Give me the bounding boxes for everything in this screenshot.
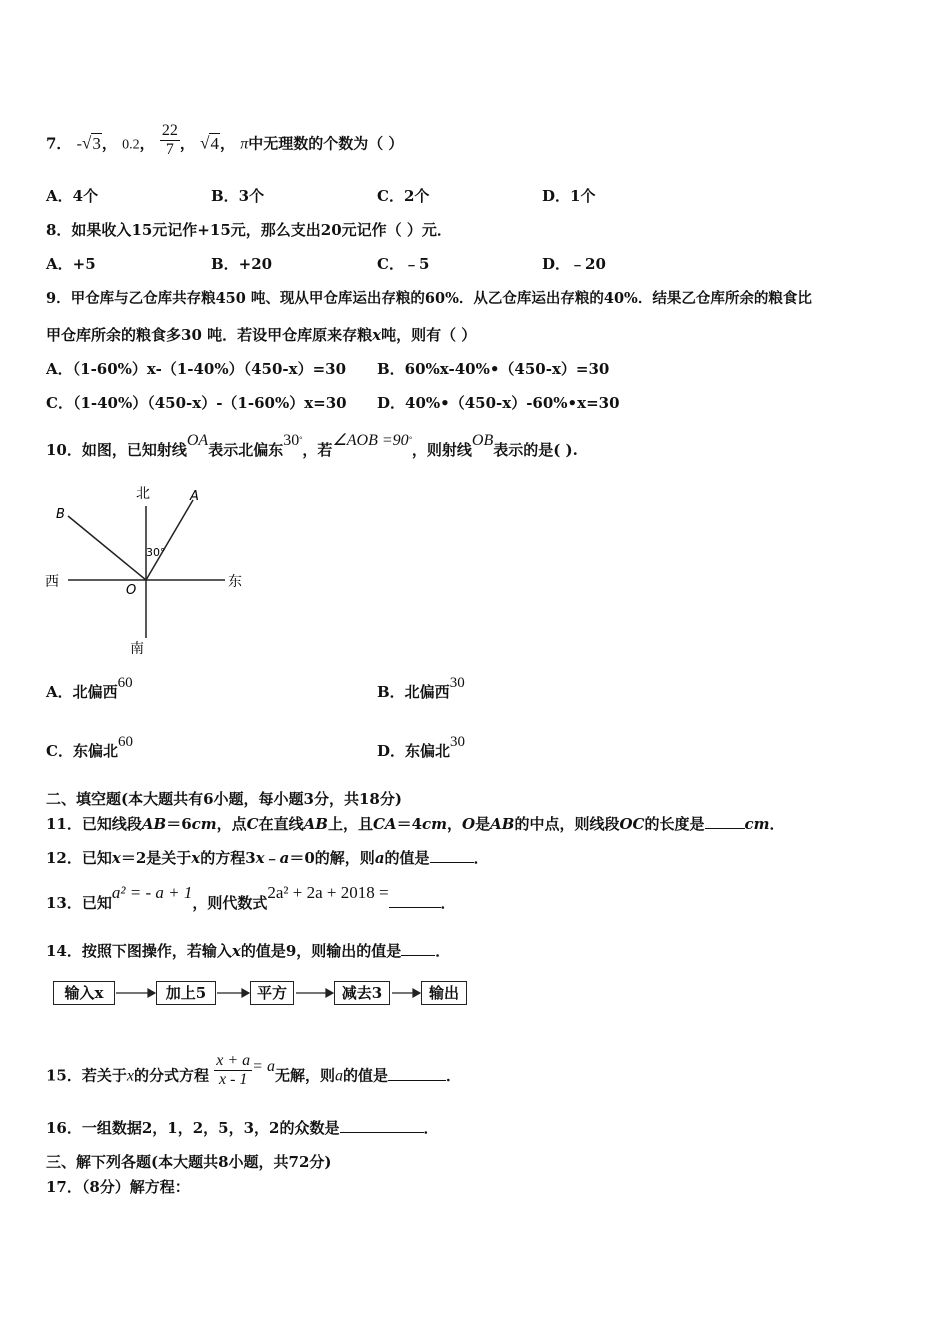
q14-t-a: 14．按照下图操作，若输入	[46, 942, 232, 960]
q10-text-e: 表示的是( ).	[493, 441, 578, 459]
q15-x: x	[126, 1067, 134, 1085]
label-o: O	[126, 583, 137, 598]
q11-answer-blank[interactable]	[705, 828, 745, 829]
q15-t-e: ．	[445, 1066, 461, 1085]
label-south: 南	[130, 641, 144, 657]
label-north: 北	[136, 486, 150, 502]
q15-stem	[46, 1052, 461, 1095]
q8-option-b: B．+20	[211, 255, 273, 273]
q12-t-c: 的方程3	[200, 849, 256, 867]
q14-answer-blank[interactable]	[401, 955, 435, 956]
q12-t-a: 12．已知	[46, 849, 112, 867]
q12-stem	[46, 848, 489, 868]
q10-option-d	[377, 734, 466, 762]
q7-sep3: ，	[179, 134, 195, 153]
q8-option-a: A．+5	[46, 255, 96, 273]
q7-question: 中无理数的个数为（ ）	[248, 134, 404, 153]
q13-expression: 2a² + 2a + 2018 =	[267, 883, 389, 902]
q13-t-b: ，则代数式	[192, 894, 268, 912]
q15-t-c: 无解，则	[274, 1066, 335, 1085]
flow-box-square: 平方	[250, 981, 294, 1005]
q10-option-c	[46, 734, 133, 762]
section-2-heading: 二、填空题(本大题共有6小题，每小题3分，共18分)	[46, 790, 402, 808]
q12-x3: x	[255, 849, 265, 867]
q15-rhs: = a	[252, 1057, 275, 1075]
q14-x: x	[231, 942, 241, 960]
ray-ob	[68, 516, 146, 580]
q7-neg: -	[76, 135, 82, 153]
flow-box-input: 输入x	[53, 981, 115, 1005]
q13-t-a: 13．已知	[46, 894, 112, 912]
q10-deg30: 30°	[283, 432, 303, 449]
q16-t-b: ．	[423, 1119, 439, 1137]
q9-var-x: x	[372, 326, 382, 344]
q15-answer-blank[interactable]	[388, 1080, 446, 1081]
q7-sqrt3: √3	[82, 133, 101, 153]
q7-option-d: D．1个	[542, 187, 596, 205]
q8-option-c: C．﹣5	[377, 255, 430, 273]
q10-text-c: ，若	[302, 441, 333, 459]
q7-number: 7．	[46, 134, 72, 153]
q12-t-e: ＝0的解，则	[289, 849, 375, 867]
q7-frac-num: 22	[161, 122, 178, 139]
q11-t-i: 的中点，则线段	[514, 815, 620, 833]
label-east: 东	[228, 574, 242, 590]
q7-sep1: ，	[101, 134, 117, 153]
q10-text-a: 10．如图，已知射线	[46, 441, 187, 459]
q9-stem-line1: 9．甲仓库与乙仓库共存粮450 吨、现从甲仓库运出存粮的60%．从乙仓库运出存粮的40%．结果乙仓库所余的粮食比	[46, 290, 812, 307]
q10-option-d-text: D．东偏北	[377, 742, 451, 760]
q11-ab2: AB	[303, 815, 328, 833]
q7-sqrt4-radicand: 4	[210, 133, 219, 153]
q11-t-h: 是	[475, 815, 491, 833]
q7-stem	[46, 122, 404, 163]
q12-a2: a	[374, 849, 385, 867]
q10-option-c-text: C．东偏北	[46, 742, 118, 760]
q17-stem: 17．（8分）解方程：	[46, 1178, 190, 1196]
q10-stem	[46, 432, 578, 461]
q11-t-b: ＝6	[166, 815, 192, 833]
q10-option-d-deg: 30	[450, 734, 466, 750]
q10-option-b	[377, 675, 465, 703]
label-b: B	[56, 507, 65, 522]
q11-t-e: 上，且	[327, 815, 373, 833]
q7-option-b: B．3个	[211, 187, 265, 205]
q15-t-a: 15．若关于	[46, 1066, 127, 1085]
q13-stem	[46, 883, 456, 913]
q9-option-a: A．（1-60%）x-（1-40%）（450-x）=30	[46, 360, 347, 378]
q8-stem: 8．如果收入15元记作+15元，那么支出20元记作（ ）元．	[46, 221, 452, 239]
q7-option-a: A．4个	[46, 187, 99, 205]
q9-line2-b: 吨，则有（ ）	[381, 326, 477, 344]
q13-t-c: ．	[440, 894, 456, 912]
label-west: 西	[45, 574, 59, 590]
label-a: A	[190, 489, 199, 504]
q11-cm1: cm	[191, 815, 217, 833]
q10-angle: ∠AOB =90°	[332, 432, 412, 449]
q11-t-a: 11．已知线段	[46, 815, 142, 833]
q14-t-b: 的值是9，则输出的值是	[240, 942, 402, 960]
q7-sqrt4: √4	[200, 133, 219, 153]
q11-t-g: ，	[447, 815, 463, 833]
q7-pi: π	[240, 135, 249, 153]
q12-t-f: 的值是	[384, 849, 430, 867]
q7-sqrt3-radicand: 3	[92, 133, 101, 153]
q11-stem	[46, 814, 785, 834]
q11-t-d: 在直线	[258, 815, 304, 833]
q7-option-c: C．2个	[377, 187, 430, 205]
q11-point-o: O	[462, 815, 476, 833]
q7-sep2: ，	[139, 134, 155, 153]
q12-answer-blank[interactable]	[430, 862, 474, 863]
q11-t-j: 的长度是	[644, 815, 705, 833]
q14-t-c: ．	[435, 942, 451, 960]
q16-stem	[46, 1118, 439, 1138]
q13-answer-blank[interactable]	[389, 907, 441, 908]
q11-ca: CA	[372, 815, 397, 833]
q11-t-k: ．	[769, 815, 785, 833]
q10-compass-figure	[40, 478, 260, 658]
q14-stem	[46, 941, 450, 961]
q12-t-g: ．	[473, 849, 489, 867]
q10-option-b-deg: 30	[449, 675, 465, 691]
q7-frac-den: 7	[165, 141, 174, 158]
label-angle-30: 30°	[146, 546, 166, 559]
q15-frac-den: x - 1	[218, 1071, 248, 1088]
q11-cm2: cm	[422, 815, 448, 833]
q10-option-b-text: B．北偏西	[377, 683, 450, 701]
q15-t-d: 的值是	[342, 1066, 388, 1085]
q12-t-b: ＝2是关于	[120, 849, 192, 867]
q10-angle-text: ∠AOB =90	[332, 432, 409, 449]
q15-frac-num: x + a	[216, 1052, 251, 1069]
q10-text-b: 表示北偏东	[208, 441, 284, 459]
q11-oc: OC	[619, 815, 645, 833]
flow-box-minus3: 减去3	[334, 981, 390, 1005]
q9-option-c: C．（1-40%）（450-x）-（1-60%）x=30	[46, 394, 347, 412]
q11-point-c: C	[246, 815, 259, 833]
q11-t-c: ，点	[216, 815, 247, 833]
q7-decimal: 0.2	[122, 137, 140, 153]
q12-x1: x	[111, 849, 121, 867]
q11-ab3: AB	[490, 815, 515, 833]
flow-box-output: 输出	[421, 981, 467, 1005]
q10-ray-ob: OB	[471, 432, 494, 449]
flow-arrows	[0, 980, 470, 1010]
q7-fraction	[160, 122, 180, 159]
q9-option-b: B．60%x-40%•（450-x）=30	[377, 360, 610, 378]
q12-t-d: ﹣	[264, 849, 280, 867]
q16-t-a: 16．一组数据2，1，2，5，3，2的众数是	[46, 1119, 340, 1137]
q9-line2-a: 甲仓库所余的粮食多30 吨．若设甲仓库原来存粮	[46, 326, 373, 344]
q10-ray-oa: OA	[186, 432, 209, 449]
q10-option-c-deg: 60	[117, 734, 133, 750]
q15-t-b: 的分式方程	[133, 1066, 209, 1085]
q8-option-d: D．﹣20	[542, 255, 606, 273]
q15-fraction	[214, 1052, 252, 1089]
q9-stem-line2	[46, 325, 476, 345]
q16-answer-blank[interactable]	[340, 1132, 424, 1133]
q10-deg30-value: 30	[283, 432, 300, 449]
q7-sep4: ，	[219, 134, 235, 153]
q10-option-a-deg: 60	[117, 675, 133, 691]
q11-cm3: cm	[744, 815, 770, 833]
q9-option-d: D．40%•（450-x）-60%•x=30	[377, 394, 620, 412]
q10-option-a	[46, 675, 133, 703]
ray-oa	[146, 500, 193, 580]
q11-t-f: ＝4	[396, 815, 422, 833]
q13-equation: a² = - a + 1	[111, 883, 193, 902]
section-3-heading: 三、解下列各题(本大题共8小题，共72分)	[46, 1153, 332, 1171]
q11-ab1: AB	[141, 815, 167, 833]
q12-a1: a	[279, 849, 290, 867]
q15-a: a	[334, 1067, 343, 1085]
q10-text-d: ，则射线	[411, 441, 472, 459]
q12-x2: x	[191, 849, 201, 867]
flow-box-add5: 加上5	[156, 981, 216, 1005]
q10-option-a-text: A．北偏西	[46, 683, 118, 701]
